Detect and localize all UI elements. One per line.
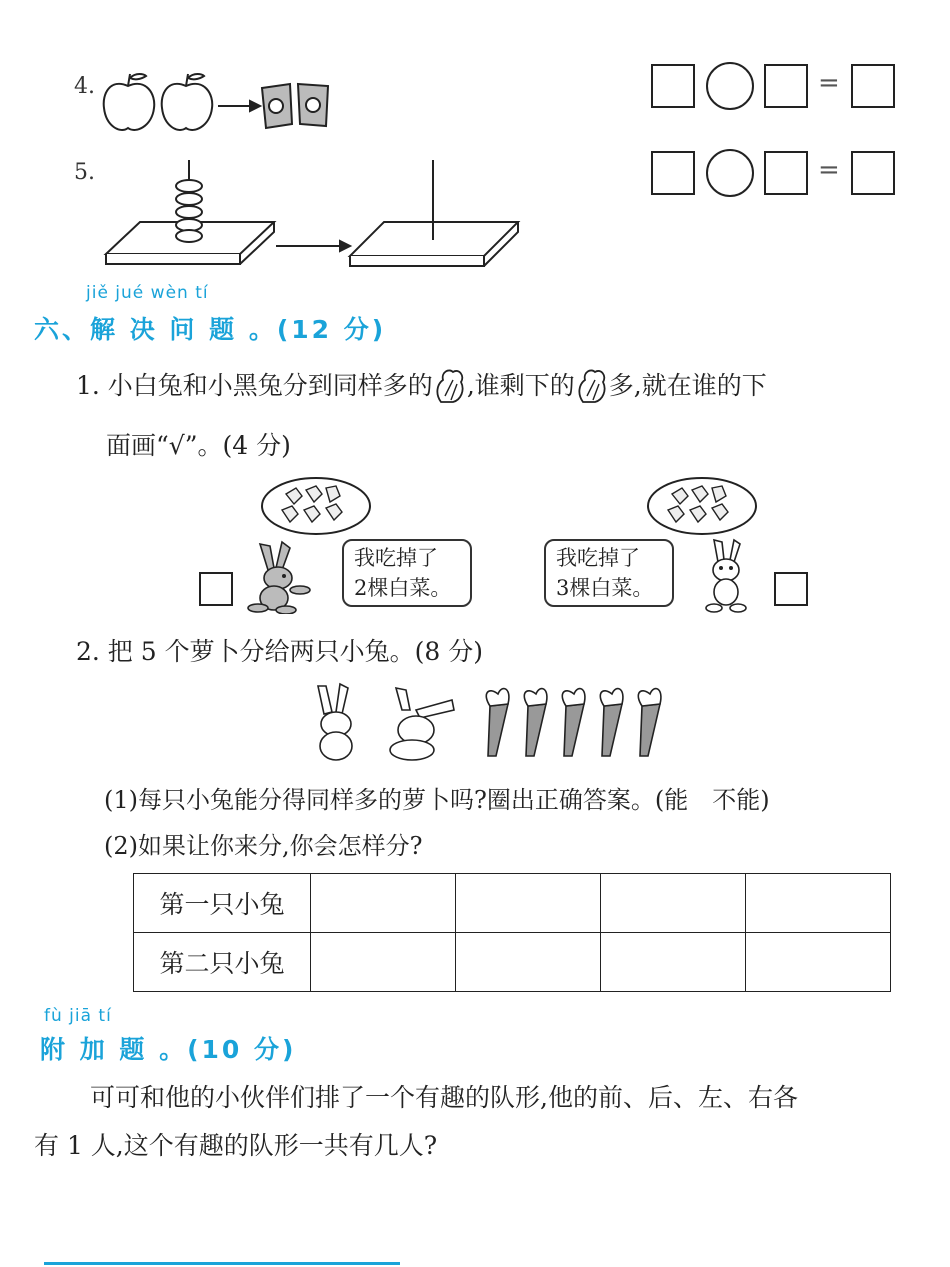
speech-bubble-right bbox=[544, 539, 674, 607]
bubble-left-line2: 2棵白菜。 bbox=[354, 576, 452, 600]
can-icon bbox=[298, 84, 328, 126]
carrot-icon bbox=[524, 689, 547, 756]
problem1-text-c: 多,就在谁的下 bbox=[608, 371, 767, 400]
table-row bbox=[134, 874, 891, 933]
abacus-base-empty bbox=[350, 160, 518, 266]
problem2-title: 2. 把 5 个萝卜分给两只小兔。(8 分) bbox=[76, 637, 483, 666]
rabbits-and-carrots-illustration bbox=[312, 680, 692, 764]
problem1-line2: 面画“√”。(4 分) bbox=[106, 431, 291, 460]
answer-cell[interactable] bbox=[601, 933, 746, 992]
q5-number: 5. bbox=[74, 160, 95, 185]
answer-cell[interactable] bbox=[311, 874, 456, 933]
carrot-icon bbox=[562, 689, 585, 756]
carrot-icon bbox=[638, 689, 661, 756]
problem1-text-a: 1. 小白兔和小黑兔分到同样多的 bbox=[76, 371, 433, 400]
speech-bubble-left bbox=[342, 539, 472, 607]
answer-box[interactable] bbox=[764, 64, 808, 108]
answer-box[interactable] bbox=[764, 151, 808, 195]
rabbit-icon bbox=[318, 684, 352, 760]
answer-cell[interactable] bbox=[456, 933, 601, 992]
bubble-left-line1: 我吃掉了 bbox=[354, 546, 438, 570]
bonus-title: 附 加 题 。(10 分) bbox=[40, 1035, 297, 1064]
section6-pinyin: jiě jué wèn tí bbox=[86, 283, 209, 303]
operator-circle[interactable] bbox=[706, 149, 754, 197]
distribution-table bbox=[133, 873, 891, 992]
answer-cell[interactable] bbox=[746, 874, 891, 933]
equals-sign: = bbox=[818, 68, 840, 98]
cabbage-plate-left bbox=[260, 476, 372, 536]
answer-box[interactable] bbox=[651, 151, 695, 195]
cabbage-icon bbox=[433, 366, 467, 406]
apples-to-cans-illustration bbox=[100, 70, 340, 136]
answer-cell[interactable] bbox=[456, 874, 601, 933]
problem2-sub1: (1)每只小兔能分得同样多的萝卜吗?圈出正确答案。(能 不能) bbox=[104, 786, 770, 814]
row-label: 第一只小兔 bbox=[134, 874, 311, 933]
rabbit-white-icon bbox=[700, 538, 752, 614]
q4-number: 4. bbox=[74, 74, 95, 99]
bonus-line2: 有 1 人,这个有趣的队形一共有几人? bbox=[34, 1131, 438, 1160]
bonus-line1: 可可和他的小伙伴们排了一个有趣的队形,他的前、后、左、右各 bbox=[90, 1083, 798, 1112]
carrot-icon bbox=[486, 689, 509, 756]
bubble-right-line2: 3棵白菜。 bbox=[556, 576, 654, 600]
apple-icon bbox=[162, 74, 213, 130]
abacus-base-full bbox=[106, 160, 274, 264]
answer-box[interactable] bbox=[851, 64, 895, 108]
operator-circle[interactable] bbox=[706, 62, 754, 110]
cabbage-plate-right bbox=[646, 476, 758, 536]
bonus-pinyin: fù jiā tí bbox=[44, 1006, 112, 1026]
bubble-right-line1: 我吃掉了 bbox=[556, 546, 640, 570]
checkmark-box-left[interactable] bbox=[199, 572, 233, 606]
problem2-sub2: (2)如果让你来分,你会怎样分? bbox=[104, 832, 423, 860]
problem1-line1 bbox=[76, 366, 767, 406]
equals-sign: = bbox=[818, 155, 840, 185]
answer-cell[interactable] bbox=[311, 933, 456, 992]
answer-cell[interactable] bbox=[746, 933, 891, 992]
row-label: 第二只小兔 bbox=[134, 933, 311, 992]
checkmark-box-right[interactable] bbox=[774, 572, 808, 606]
rabbit-icon bbox=[390, 688, 454, 760]
rabbit-gray-icon bbox=[244, 540, 318, 614]
table-row bbox=[134, 933, 891, 992]
section6-title: 六、解 决 问 题 。(12 分) bbox=[34, 315, 387, 344]
apple-icon bbox=[104, 74, 155, 130]
abacus-illustration bbox=[100, 156, 530, 272]
arrow-icon bbox=[218, 101, 260, 111]
answer-cell[interactable] bbox=[601, 874, 746, 933]
carrot-icon bbox=[600, 689, 623, 756]
answer-box[interactable] bbox=[651, 64, 695, 108]
arrow-icon bbox=[276, 241, 350, 251]
can-icon bbox=[262, 84, 292, 128]
answer-box[interactable] bbox=[851, 151, 895, 195]
cabbage-icon bbox=[575, 366, 609, 406]
footer-rule bbox=[44, 1262, 400, 1265]
problem1-text-b: ,谁剩下的 bbox=[466, 371, 575, 400]
